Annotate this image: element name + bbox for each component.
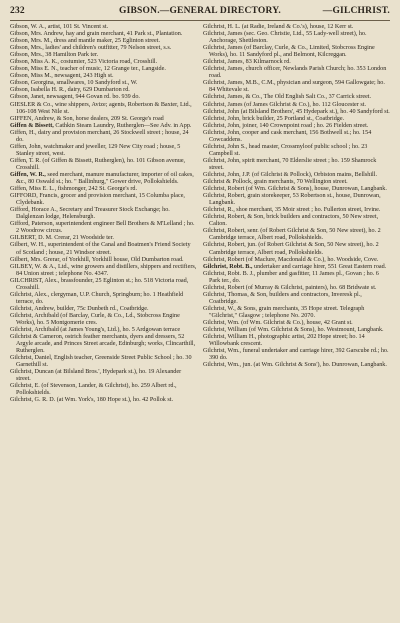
entry-text: Gibson, Janet, newsagent, 944 Govan rd. bo. 939 do. xyxy=(10,94,140,101)
directory-entry xyxy=(203,102,390,109)
entry-text: Gilchrist, John S., head master, Crossmyloof public school ; ho. 23 Campbell st. xyxy=(203,143,368,157)
entry-text: Gilchrist, Archibald (at James Young's, Ltd.), ho. 5 Ardgowan terrace xyxy=(10,327,181,334)
entry-text: Cathkin Steam Laundry, Rutherglen—See Adv. in App. xyxy=(53,122,192,129)
directory-entry xyxy=(203,228,390,242)
directory-entry xyxy=(203,66,390,80)
entry-text: Gilchrist & Pollock, grain merchants, 70 Wellington street. xyxy=(203,179,348,186)
entry-text: Gilchrist, R., shoe merchant, 35 Moir street ; ho. Fullerton street, Irvine. xyxy=(203,207,381,214)
entry-text: Giffen, T. R. (of Giffen & Bissett, Rutherglen), ho. 101 Gibson avenue, Crosshill. xyxy=(10,157,186,171)
entry-text: GIESLER & Co., wine shippers, Avize; agents, Robertson & Baxter, Ltd., 106-108 West Nile st. xyxy=(10,101,192,115)
entry-text: Gilchrist, Daniel, English teacher, Greenside Street Public School ; ho. 30 Garnethill st. xyxy=(10,355,192,369)
directory-entry xyxy=(10,292,197,306)
entry-text: Gilchrist, Duncan (at Bilsland Bros.', Hydepark st.), ho. 19 Alexander street. xyxy=(10,369,182,383)
directory-entry xyxy=(203,214,390,228)
entry-text: Gibson, Mrs. Andrew, hay and grain merchant, 41 Park st., Plantation. xyxy=(10,31,183,38)
entry-text: Gilchrist, Wm., jun. (at Wm. Gilchrist & Sons'), ho. Dunrowan, Langbank. xyxy=(203,362,387,369)
entry-text: Gilchrist, John, J.P. (of Gilchrist & Pollock), Orbiston mains, Bellshill. xyxy=(203,171,377,178)
entry-text: Gibson, Mrs. M., dress and mantle maker, 25 Eglinton street. xyxy=(10,38,161,45)
directory-entry xyxy=(203,306,390,320)
entry-text: Gilchrist, Alex., clergyman, U.P. Church, Springburn; ho. 1 Heathfield terrace, do. xyxy=(10,291,184,305)
directory-entry xyxy=(10,207,197,221)
entry-text: Gilchrist, John, cooper and cask merchant, 156 Bothwell st.; ho. 154 Cowcaddens. xyxy=(203,129,372,143)
entry-text: Gilchrist, Wm. (of Wm. Gilchrist & Co.), house, 42 Grant st. xyxy=(203,319,353,326)
directory-entry xyxy=(10,193,197,207)
entry-text: Gibson, Isabella H. R., dairy, 629 Dumbarton rd. xyxy=(10,87,130,94)
page-header xyxy=(10,6,390,20)
directory-entry xyxy=(203,45,390,59)
directory-entry xyxy=(10,313,197,327)
entry-text: Gilchrist & Cameron, ostrich feather merchants, dyers and dressers, 52 Argyle arcade, and Princes Street arcade, Edinburgh; works, Clincarthill, Rutherglen. xyxy=(10,334,196,355)
entry-text: Gilchrist, Archibald (of Barclay, Curle, & Co., Ld., Stobcross Engine Works), ho. 5 Montgomerie cres. xyxy=(10,312,180,326)
entry-text: Gilchrist, James, & Co., The Old English Salt Co., 37 Carrick street. xyxy=(203,94,372,101)
running-head: GIBSON.—GENERAL DIRECTORY. xyxy=(119,6,281,16)
directory-entry xyxy=(203,271,390,285)
directory-entry xyxy=(203,207,390,214)
entry-text: Gilchrist, James, church officer, Newlands Parish Church; ho. 353 London road. xyxy=(203,66,387,80)
entry-text: Gilchrist, G. R. D. (at Wm. York's, 180 Hope st.), ho. 42 Pollok st. xyxy=(10,397,174,404)
directory-entry xyxy=(203,285,390,292)
directory-entry xyxy=(10,87,197,94)
directory-entry xyxy=(203,193,390,207)
entry-text: Gilchrist, John, spirit merchant, 70 Elderslie street ; ho. 159 Shamrock street. xyxy=(203,157,377,171)
directory-entry xyxy=(203,116,390,123)
entry-text: GILBERT, D. M. Crerar, 21 Woodside ter. xyxy=(10,235,114,242)
running-head-right: —GILCHRIST. xyxy=(322,6,390,16)
entry-text: Gilchrist, Robert, jun. (of Robert Gilchrist & Son, 50 New street), ho. 2 Cambridge terrace, Albert road, Pollokshields. xyxy=(203,242,379,256)
entry-name: Gilchrist, Robt. B., xyxy=(203,263,253,270)
directory-entry xyxy=(203,172,390,179)
entry-text: Gilchrist, William (of Wm. Gilchrist & Sons), ho. Westmount, Langbank. xyxy=(203,327,384,334)
directory-entry xyxy=(10,264,197,278)
directory-entry xyxy=(10,172,197,186)
entry-text: Gilchrist, John (at Bilsland Brothers', 45 Hydepark st.), ho. 40 Sandyford st. xyxy=(203,108,390,115)
directory-entry xyxy=(203,31,390,45)
directory-entry xyxy=(203,264,390,271)
entry-text: Gilchrist, Robert, & Son, brick builders and contractors, 50 New street, Calton. xyxy=(203,214,379,228)
directory-entry xyxy=(203,334,390,348)
entry-text: Gilchrist, James (of James Gilchrist & Co.), ho. 112 Gloucester st. xyxy=(203,101,366,108)
directory-entry xyxy=(203,94,390,101)
directory-entry xyxy=(203,362,390,369)
entry-name: Giffen & Bissett, xyxy=(10,122,54,129)
entry-text: undertaker and carriage hirer, 551 Great Eastern road. xyxy=(252,263,387,270)
entry-text: Giffen, Miss E. L., fishmonger, 242 St. George's rd. xyxy=(10,186,138,193)
directory-entry xyxy=(10,144,197,158)
entry-text: Gilbert, W. H., superintendent of the Canal and Boatmen's Friend Society of Scotland ; house, 21 Windsor street. xyxy=(10,242,191,256)
directory-entry xyxy=(203,292,390,306)
entry-text: Gilchrist, H. L. (at Radie, Ireland & Co.'s), house, 12 Kerr st. xyxy=(203,24,354,30)
directory-entry xyxy=(10,80,197,87)
entry-text: Gilchrist, Robert, senr. (of Robert Gilchrist & Son, 50 New street), ho. 2 Cambridge terrace, Albert road, Pollokshields. xyxy=(203,228,381,242)
entry-text: Gilchrist, James (of Barclay, Curle, & Co., Limited, Stobcross Engine Works), ho. 11 Sandyford pl., and Belmont, Kilcreggan. xyxy=(203,45,375,59)
directory-entry xyxy=(10,66,197,73)
page-number: 232 xyxy=(10,6,25,16)
entry-text: Gibson, Miss E. N., teacher of music, 12 Grange ter., Langside. xyxy=(10,66,166,73)
directory-entry xyxy=(203,130,390,144)
directory-entry xyxy=(10,334,197,355)
directory-entry xyxy=(10,257,197,264)
entry-text: GILBEY, W. & A., Ltd., wine growers and distillers, shippers and rectifiers, 84 Union street ; telephone No. 4347. xyxy=(10,263,197,277)
directory-entry xyxy=(10,130,197,144)
directory-entry xyxy=(10,221,197,235)
directory-entry xyxy=(203,348,390,362)
entry-text: Gilchrist, E. (of Stevenson, Lander, & Gilchrist), ho. 259 Albert rd., Pollokshields. xyxy=(10,383,177,397)
directory-entry xyxy=(10,94,197,101)
entry-text: Gilchrist, Robert, grain storekeeper, 53 Robertson st., house, Dunrowan, Langbank. xyxy=(203,193,381,207)
entry-text: Gilchrist, Robert (of Wm. Gilchrist & Sons), house, Dunrowan, Langbank. xyxy=(203,186,387,193)
entry-text: Gilchrist, William H., photographic artist, 202 Hope street; ho. 14 Willowbank crescent. xyxy=(203,334,365,348)
directory-entry xyxy=(203,257,390,264)
directory-entry xyxy=(203,186,390,193)
directory-entry xyxy=(203,320,390,327)
header-rule xyxy=(10,20,390,21)
entry-text: Gilchrist, Robert (of Murray & Gilchrist, painters), ho. 68 Bridwate st. xyxy=(203,284,377,291)
directory-entry xyxy=(203,158,390,172)
entry-text: Gibson, Miss M., newsagent, 243 High st. xyxy=(10,73,114,80)
directory-entry xyxy=(10,278,197,292)
directory-entry xyxy=(10,355,197,369)
entry-text: Gilchrist, John, brick builder, 25 Portland st., Coatbridge. xyxy=(203,115,345,122)
directory-entry xyxy=(10,116,197,123)
entry-text: Gilchrist, John, joiner, 140 Crownpoint road ; ho. 26 Fielden street. xyxy=(203,122,369,129)
directory-entry xyxy=(10,45,197,52)
directory-entry xyxy=(10,397,197,404)
entry-text: Gibson, Mrs., ladies' and children's outfitter, 79 Nelson street, s.s. xyxy=(10,45,172,52)
entry-text: seed merchant, manure manufacturer, importer of oil cakes, &c., 80 Oswald st.; ho. " Ballinhurg," Gower drive, Pollokshields. xyxy=(16,171,194,186)
entry-text: Gilchrist, Robert (of Maclure, Macdonald & Co.), ho. Woodside, Cove. xyxy=(203,256,379,263)
entry-text: Gibson, Mrs., 38 Hamilton Park ter. xyxy=(10,52,99,59)
entry-text: Giffen, H., dairy and provision merchant, 26 Stockwell street ; house, 24 do. xyxy=(10,129,189,143)
entry-text: Gibson, Miss A. K., costumier, 523 Victoria road, Crosshill. xyxy=(10,59,158,66)
entry-text: Gilchrist, Thomas, & Son, builders and contractors, Inveresk pl., Coatbridge. xyxy=(203,291,362,305)
directory-entry xyxy=(203,144,390,158)
right-column xyxy=(203,24,390,369)
entry-text: Gilchrist, Andrew, builder, 75c Dunbeth rd., Coatbridge. xyxy=(10,305,149,312)
directory-entry xyxy=(203,242,390,256)
directory-entry xyxy=(10,383,197,397)
entry-text: Gilchrist, Wm., funeral undertaker and carriage hirer, 392 Garscube rd.; ho. 390 do. xyxy=(203,348,389,362)
entry-text: Gilchrist, James (sec. Geo. Christie, Ltd., 55 Lady-well street), ho. Anchorage, Shettleston. xyxy=(203,31,367,45)
entry-text: Gilchrist, Robt. B. J., plumber and gasfitter, 11 James pl., Govan ; ho. 6 Park ter., do. xyxy=(203,270,379,284)
entry-text: Gilchrist, James, M.B., C.M., physician and surgeon, 594 Gallowgate; ho. 84 Whitevale st. xyxy=(203,80,385,94)
directory-entry xyxy=(10,186,197,193)
directory-entry xyxy=(203,80,390,94)
directory-entry xyxy=(10,102,197,116)
directory-entry xyxy=(203,327,390,334)
directory-entry xyxy=(10,24,197,31)
entry-name: Giffen, W. R., xyxy=(10,171,46,178)
entry-text: GIFFORD, Francis, grocer and provision merchant, 15 Columba place, Clydebank. xyxy=(10,193,185,207)
entry-text: Giffen, John, watchmaker and jeweller, 129 New City road ; house, 5 Stanley street, west. xyxy=(10,143,181,157)
entry-text: Gilchrist, W., & Sons, grain merchants, 35 Hope street. Telegraph "Gilchrist," Glasgow ; telephone No. 2070. xyxy=(203,305,365,319)
directory-entry xyxy=(10,369,197,383)
directory-entry xyxy=(203,24,390,31)
entry-text: Gilchrist, James, 83 Kilmarnock rd. xyxy=(203,59,291,66)
entry-text: Gibson, W. A., artist, 101 St. Vincent st. xyxy=(10,24,109,30)
directory-entry xyxy=(10,327,197,334)
directory-entry xyxy=(10,123,197,130)
entry-text: Gifford, Horace A., Secretary and Treasurer Stock Exchange; ho. Dalglenzan lodge, Helensburgh. xyxy=(10,207,170,221)
directory-entry xyxy=(203,109,390,116)
directory-entry xyxy=(203,123,390,130)
directory-entry xyxy=(10,242,197,256)
directory-entry xyxy=(10,52,197,59)
directory-entry xyxy=(10,31,197,38)
entry-text: GIFFEN, Andrew, & Son, horse dealers, 209 St. George's road xyxy=(10,115,164,122)
entry-text: GILCHRIST, Alex., brassfounder, 25 Eglinton st.; ho. 518 Victoria road, Crosshill. xyxy=(10,277,189,291)
entry-text: Gifford, Paterson, superintendent engineer Bell Brothers & M'Lelland ; ho. 2 Woodrow circus. xyxy=(10,221,195,235)
directory-entry xyxy=(10,158,197,172)
directory-entry xyxy=(10,306,197,313)
entry-text: Gilbert, Mrs. Grerar, of Yorkhill, Yorkhill house, Old Dumbarton road. xyxy=(10,256,184,263)
entry-text: Gibson, Georgina, smallwares, 10 Sandyford st., W. xyxy=(10,80,138,87)
left-column xyxy=(10,24,197,405)
